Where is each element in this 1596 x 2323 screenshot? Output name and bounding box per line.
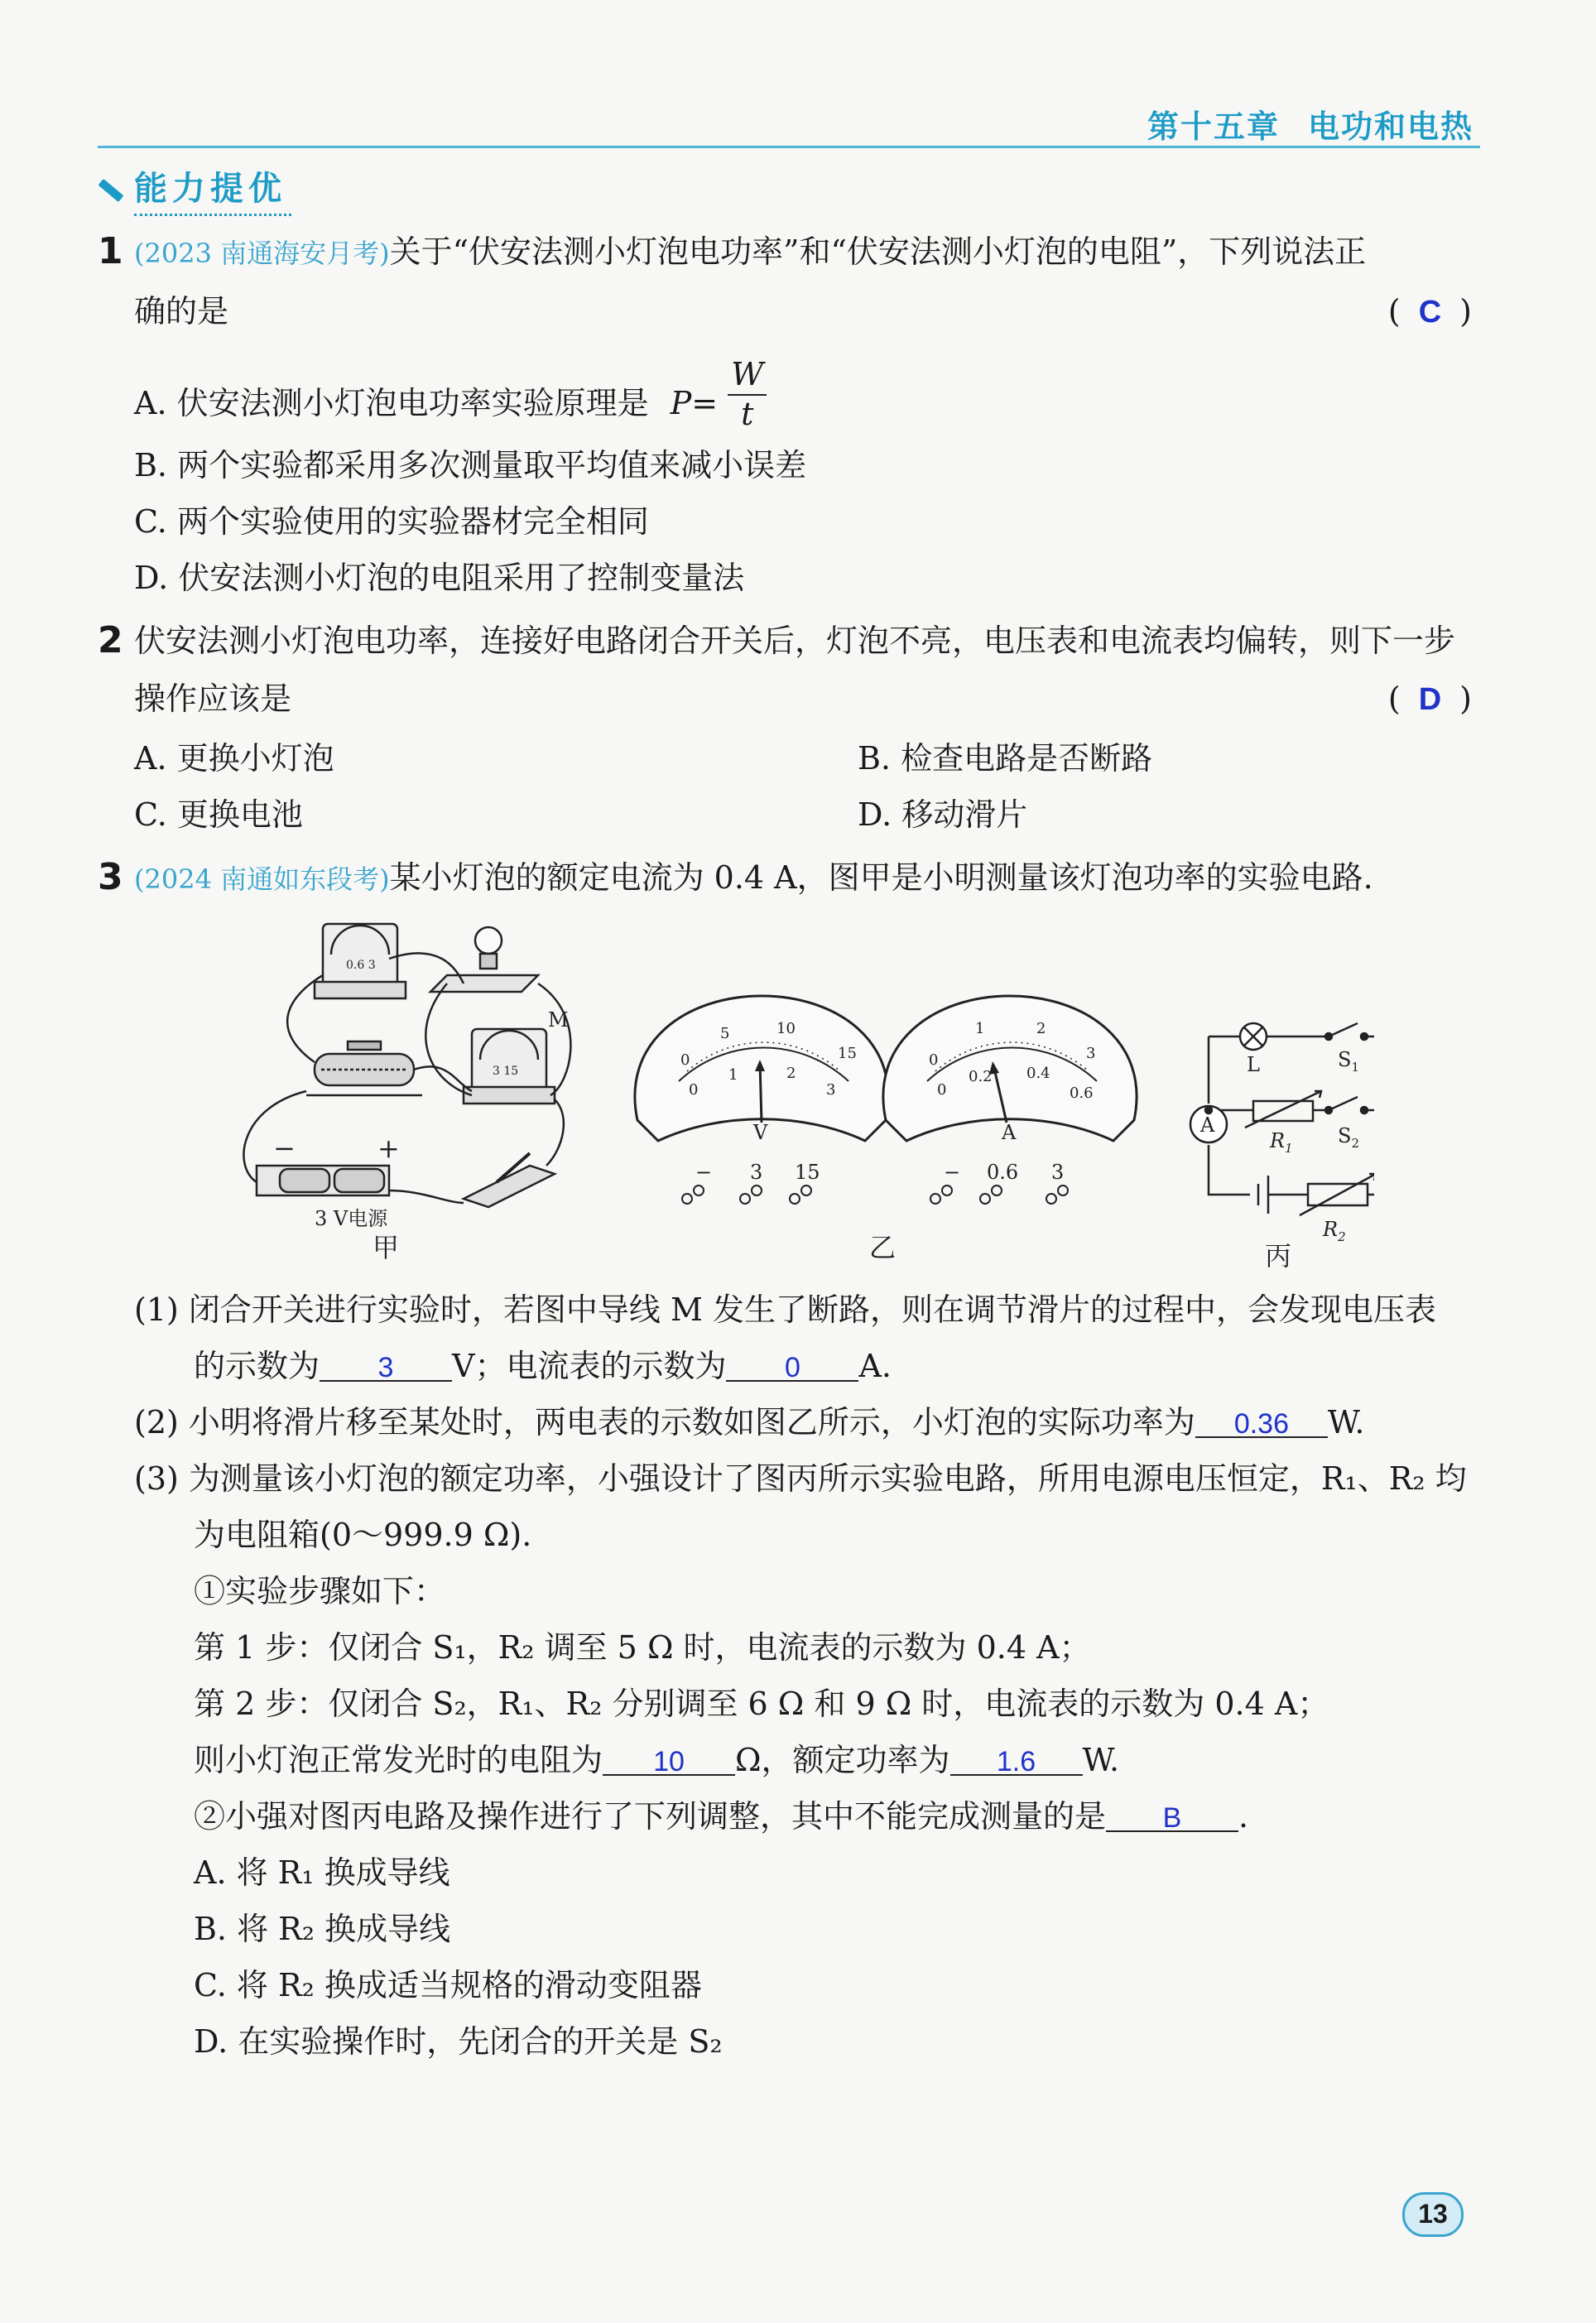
- page-number-badge: [1402, 2192, 1464, 2237]
- question-3-part-3-sub-2: [194, 1798, 1248, 1837]
- figure-jia-labels: [273, 959, 569, 1263]
- figure-yi-voltmeter: [635, 996, 888, 1204]
- resistor-r1-label: $R_1$: [1270, 1129, 1293, 1156]
- figure-bing-labels: [1199, 1048, 1359, 1272]
- formula-numerator: W: [728, 356, 767, 396]
- figure-jia-label: 甲: [373, 1232, 400, 1263]
- battery-minus-label: −: [273, 1133, 296, 1164]
- question-2-answer: ( D ): [1387, 681, 1472, 717]
- part-1-text-b: V；电流表的示数为: [452, 1348, 727, 1384]
- switch-s2-label: $S_2$: [1338, 1124, 1359, 1151]
- step-3-answer-1: 10: [653, 1746, 685, 1777]
- formula-lhs: P=: [670, 385, 719, 422]
- a-tick-2: 2: [1036, 1020, 1046, 1037]
- a-inner-tick-0: 0: [937, 1081, 947, 1099]
- switch-s1-label: $S_1$: [1338, 1048, 1359, 1075]
- v-tick-0: 0: [680, 1051, 690, 1069]
- a-inner-tick-06: 0.6: [1070, 1085, 1094, 1102]
- step-3-text-a: 则小灯泡正常发光时的电阻为: [194, 1742, 603, 1778]
- question-2-option-d: D. 移动滑片: [858, 796, 1028, 833]
- question-3-part-1: (1) 闭合开关进行实验时，若图中导线 M 发生了断路，则在调节滑片的过程中，会发现电压表: [134, 1291, 1436, 1328]
- question-2-stem-line2: 操作应该是: [134, 681, 292, 717]
- step-3-text-c: W.: [1082, 1742, 1120, 1778]
- a-tick-0: 0: [929, 1051, 939, 1069]
- steps-title: ①实验步骤如下：: [194, 1573, 446, 1609]
- step-1: 第 1 步：仅闭合 S₁，R₂ 调至 5 Ω 时，电流表的示数为 0.4 A；: [194, 1629, 1091, 1666]
- v-tick-10: 10: [776, 1020, 796, 1037]
- step-3: [194, 1742, 1119, 1781]
- question-1-answer-value: C: [1418, 295, 1442, 329]
- voltmeter-terminal-label: 3 15: [493, 1065, 519, 1078]
- resistor-r2-label: $R_2$: [1323, 1218, 1346, 1244]
- sub-2-text: ②小强对图丙电路及操作进行了下列调整，其中不能完成测量的是: [194, 1798, 1107, 1835]
- question-1-source: (2023 南通海安月考): [134, 238, 390, 269]
- voltmeter-symbol: V: [753, 1121, 768, 1144]
- sub-2-answer-blank: [1106, 1796, 1238, 1832]
- step-3-answer-blank-1: [603, 1740, 735, 1776]
- page-number: 13: [1418, 2199, 1448, 2229]
- section-title: [98, 162, 286, 209]
- ammeter-circuit-symbol: A: [1200, 1113, 1215, 1137]
- part-1-answer-1: 3: [377, 1352, 394, 1383]
- question-1-option-a: [134, 356, 767, 445]
- question-3-part-3-line2: 为电阻箱(0～999.9 Ω).: [194, 1517, 532, 1553]
- part-2-answer: 0.36: [1233, 1408, 1290, 1440]
- a-inner-tick-04: 0.4: [1026, 1065, 1050, 1082]
- question-2-stem: 伏安法测小灯泡电功率，连接好电路闭合开关后，灯泡不亮，电压表和电流表均偏转，则下一步: [134, 623, 1456, 659]
- v-inner-tick-0: 0: [689, 1081, 699, 1099]
- question-1-stem-line2: 确的是: [134, 293, 229, 329]
- part-2-text: (2) 小明将滑片移至某处时，两电表的示数如图乙所示，小灯泡的实际功率为: [134, 1404, 1195, 1440]
- step-2: 第 2 步：仅闭合 S₂，R₁、R₂ 分别调至 6 Ω 和 9 Ω 时，电流表的示数为 0.4 A；: [194, 1686, 1329, 1722]
- formula-denominator: t: [741, 395, 754, 432]
- v-tick-15: 15: [838, 1045, 857, 1062]
- a-terminal-minus: −: [944, 1161, 961, 1184]
- part-2-answer-blank: [1195, 1402, 1328, 1438]
- question-1-option-b: B. 两个实验都采用多次测量取平均值来减小误差: [134, 447, 807, 483]
- question-3-option-a: A. 将 R₁ 换成导线: [194, 1854, 450, 1891]
- a-inner-tick-02: 0.2: [969, 1068, 993, 1085]
- question-2-answer-value: D: [1418, 682, 1442, 717]
- question-1-stem-text: 关于“伏安法测小灯泡电功率”和“伏安法测小灯泡的电阻”，下列说法正: [389, 233, 1367, 270]
- question-3-source: (2024 南通如东段考): [134, 863, 390, 895]
- question-3-stem-text: 某小灯泡的额定电流为 0.4 A，图甲是小明测量该灯泡功率的实验电路.: [389, 859, 1373, 896]
- question-3-stem: [134, 859, 1373, 897]
- a-terminal-06: 0.6: [987, 1161, 1019, 1184]
- chapter-title: 电功和电热: [1307, 108, 1473, 145]
- v-inner-tick-3: 3: [826, 1081, 836, 1099]
- v-terminal-15: 15: [795, 1161, 820, 1184]
- v-inner-tick-1: 1: [728, 1066, 738, 1084]
- power-supply-label: 3 V电源: [315, 1207, 388, 1230]
- question-2-number: 2: [98, 619, 123, 661]
- battery-plus-label: +: [377, 1133, 400, 1164]
- question-1-option-c: C. 两个实验使用的实验器材完全相同: [134, 503, 649, 540]
- figure-yi-label: 乙: [869, 1232, 897, 1263]
- v-tick-5: 5: [720, 1025, 730, 1042]
- v-inner-tick-2: 2: [786, 1065, 796, 1082]
- a-tick-1: 1: [975, 1020, 985, 1037]
- wire-m-label: M: [548, 1008, 569, 1032]
- step-3-text-b: Ω，额定功率为: [735, 1742, 950, 1778]
- step-3-answer-2: 1.6: [996, 1746, 1036, 1777]
- ammeter-symbol: A: [1002, 1121, 1017, 1144]
- figure-jia-circuit: [243, 924, 570, 1207]
- ammeter-terminal-label: 0.6 3: [346, 959, 376, 972]
- question-3-part-3: (3) 为测量该小灯泡的额定功率，小强设计了图丙所示实验电路，所用电源电压恒定，R₁、R₂ 均: [134, 1460, 1467, 1497]
- a-terminal-3: 3: [1051, 1161, 1065, 1184]
- sub-2-period: .: [1238, 1798, 1249, 1835]
- experiment-figures: [224, 917, 1374, 1290]
- sub-2-answer: B: [1162, 1802, 1182, 1834]
- question-1-option-d: D. 伏安法测小灯泡的电阻采用了控制变量法: [134, 560, 745, 596]
- part-1-answer-blank-2: [726, 1346, 858, 1382]
- question-3-part-2: [134, 1404, 1364, 1443]
- question-2-option-a: A. 更换小灯泡: [134, 740, 334, 777]
- part-1-answer-blank-1: [320, 1346, 452, 1382]
- step-3-answer-blank-2: [950, 1740, 1083, 1776]
- part-1-text-a: 的示数为: [194, 1348, 320, 1384]
- question-1-answer: ( C ): [1387, 293, 1472, 329]
- a-tick-3: 3: [1086, 1045, 1096, 1062]
- page-header: [98, 98, 1480, 148]
- question-3-number: 3: [98, 856, 123, 898]
- question-3-option-c: C. 将 R₂ 换成适当规格的滑动变阻器: [194, 1967, 702, 2003]
- part-2-unit: W.: [1327, 1404, 1365, 1440]
- question-1-stem: [134, 233, 1366, 272]
- question-3-option-d: D. 在实验操作时，先闭合的开关是 S₂: [194, 2023, 723, 2060]
- part-1-answer-2: 0: [785, 1352, 800, 1383]
- option-a-text: A. 伏安法测小灯泡电功率实验原理是: [134, 385, 649, 422]
- lamp-label: L: [1247, 1053, 1260, 1076]
- part-1-text-c: A.: [858, 1348, 892, 1384]
- chapter-heading: [1147, 101, 1473, 147]
- question-3-option-b: B. 将 R₂ 换成导线: [194, 1911, 451, 1947]
- question-2-option-b: B. 检查电路是否断路: [858, 740, 1153, 777]
- figure-bing-label: 丙: [1265, 1240, 1292, 1272]
- v-terminal-minus: −: [695, 1161, 713, 1184]
- formula-fraction: [728, 356, 767, 433]
- v-terminal-3: 3: [750, 1161, 763, 1184]
- question-1-number: 1: [98, 230, 123, 272]
- chapter-number: 第十五章: [1147, 108, 1280, 145]
- question-2-option-c: C. 更换电池: [134, 796, 303, 833]
- pencil-icon: [99, 179, 124, 202]
- question-3-part-1-line2: [194, 1348, 892, 1387]
- figure-yi-ammeter: [869, 996, 1137, 1263]
- section-title-text: 能力提优: [134, 170, 286, 208]
